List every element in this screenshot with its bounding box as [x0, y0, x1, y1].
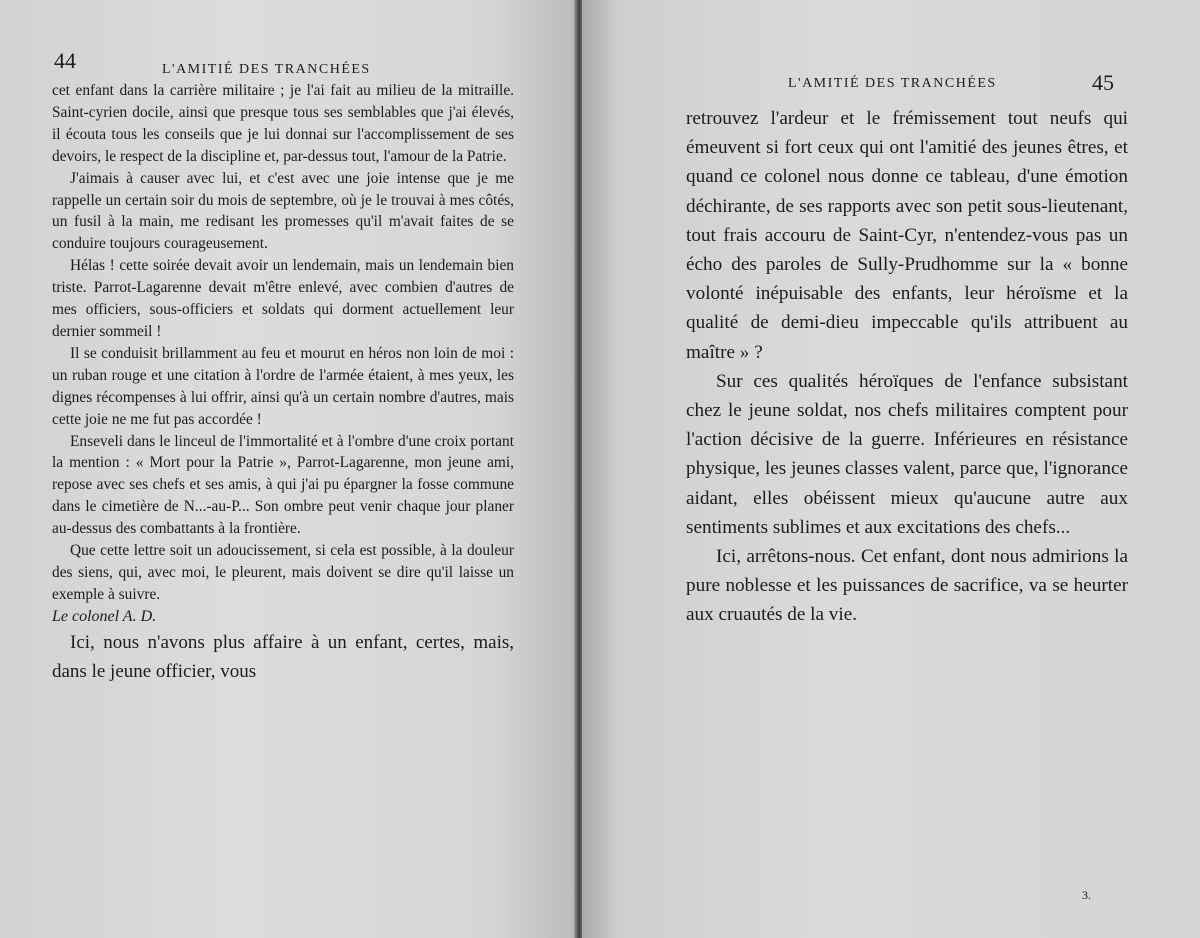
paragraph: Ici, arrêtons-nous. Cet enfant, dont nous admirions la pure noblesse et les puissances de sacrifice, va se heurter aux cruautés de la vie. [686, 546, 1128, 626]
page-number-right: 45 [1092, 70, 1114, 95]
paragraph: Ici, nous n'avons plus affaire à un enfant, certes, mais, dans le jeune officier, vous [52, 631, 514, 682]
running-head-right: L'AMITIÉ DES TRANCHÉES [788, 76, 997, 91]
paragraph: Il se conduisit brillamment au feu et mourut en héros non loin de moi : un ruban rouge et une citation à l'ordre de l'armée étaient, à mes yeux, les dignes récompenses à lui offrir, ainsi qu'à un certain nombre d'autres, mais cette joie ne me fut pas accordée ! [52, 344, 514, 428]
left-page [0, 0, 580, 938]
running-head-left: L'AMITIÉ DES TRANCHÉES [162, 62, 371, 77]
right-body-text [686, 104, 1128, 630]
signature-mark: 3. [1082, 888, 1091, 902]
left-body-text [52, 80, 514, 686]
paragraph: Sur ces qualités héroïques de l'enfance subsistant chez le jeune soldat, nos chefs militaires comptent pour l'action décisive de la guerre. Inférieures en résistance physique, les jeunes classes valent, parce que, l'ignorance aidant, elles obéissent mieux qu'aucune autre aux sentiments sublimes et aux excitations des chefs... [686, 370, 1128, 538]
paragraph: Hélas ! cette soirée devait avoir un lendemain, mais un lendemain bien triste. Parrot-Lagarenne devait m'être enlevé, avec combien d'autres de mes officiers, sous-officiers et soldats qui dorment actuellement leur dernier sommeil ! [52, 257, 514, 340]
letter-signature: Le colonel A. D. [52, 607, 157, 625]
right-page [582, 0, 1200, 938]
paragraph: retrouvez l'ardeur et le frémissement tout neufs qui émeuvent si fort ceux qui ont l'amitié des jeunes êtres, et quand ce colonel nous donne ce tableau, d'une émotion déchirante, de ses rapports avec son petit sous-lieutenant, tout frais accouru de Saint-Cyr, n'entendez-vous pas un écho des paroles de Sully-Prudhomme sur la « bonne volonté inépuisable des enfants, leur héroïsme et la qualité de demi-dieu impeccable qu'ils attribuent au maître » ? [686, 108, 1128, 363]
paragraph: Que cette lettre soit un adoucissement, si cela est possible, à la douleur des siens, qui, avec moi, le pleurent, mais doivent se dire qu'il laisse un exemple à suivre. [52, 542, 514, 603]
paragraph: Enseveli dans le linceul de l'immortalité et à l'ombre d'une croix portant la mention : « Mort pour la Patrie », Parrot-Lagarenne, mon jeune ami, repose avec ses chefs et ses amis, à qui j'ai pu épargner la fosse commune dans le cimetière de N...-au-P... Son ombre peut venir chaque jour planer au-dessus des combattants à la frontière. [52, 432, 514, 538]
paragraph: cet enfant dans la carrière militaire ; je l'ai fait au milieu de la mitraille. Saint-cyrien docile, ainsi que presque tous ses semblables que j'ai élevés, il écouta tous les conseils que je lui donnai sur l'accomplissement de ses devoirs, le respect de la discipline et, par-dessus tout, l'amour de la Patrie. [52, 82, 514, 165]
page-number-left: 44 [54, 48, 76, 73]
paragraph: J'aimais à causer avec lui, et c'est avec une joie intense que je me rappelle un certain soir du mois de septembre, où je le trouvai à mes côtés, un fusil à la main, me redisant les promesses qu'il m'avait faites de se conduire toujours courageusement. [52, 169, 514, 253]
